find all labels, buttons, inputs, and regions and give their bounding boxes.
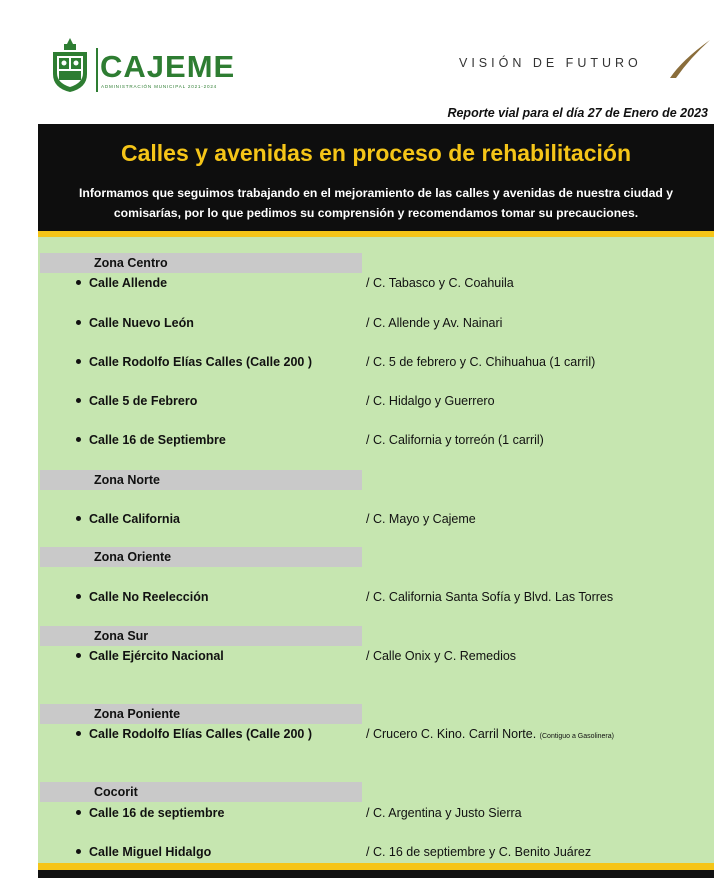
street-name: Calle No Reelección	[89, 590, 209, 604]
bullet-icon	[76, 437, 81, 442]
street-name: Calle 16 de septiembre	[89, 806, 225, 820]
zone-header-norte: Zona Norte	[40, 470, 362, 490]
slogan: VISIÓN DE FUTURO	[459, 56, 642, 70]
zone-header-oriente: Zona Oriente	[40, 547, 362, 567]
bullet-icon	[76, 731, 81, 736]
zone-header-centro: Zona Centro	[40, 253, 362, 273]
yellow-stripe-bottom	[38, 863, 714, 870]
street-name: Calle 16 de Septiembre	[89, 433, 226, 447]
street-detail: / C. 16 de septiembre y C. Benito Juárez	[366, 845, 592, 859]
bullet-icon	[76, 653, 81, 658]
street-item	[76, 589, 209, 605]
street-item	[76, 844, 211, 860]
street-detail: / Calle Onix y C. Remedios	[366, 649, 517, 663]
bullet-icon	[76, 359, 81, 364]
street-name: Calle Nuevo León	[89, 316, 194, 330]
street-item	[76, 648, 224, 664]
street-item	[76, 315, 194, 331]
zone-header-sur: Zona Sur	[40, 626, 362, 646]
swoosh-icon	[668, 38, 712, 80]
bullet-icon	[76, 280, 81, 285]
report-date: Reporte vial para el día 27 de Enero de 2023	[447, 106, 708, 120]
zone-header-poniente: Zona Poniente	[40, 704, 362, 724]
street-detail: / C. Tabasco y C. Coahuila	[366, 276, 514, 290]
street-detail-note: (Contiguo a Gasolinera)	[539, 733, 614, 740]
street-name: Calle Ejército Nacional	[89, 649, 224, 663]
closures-panel	[38, 237, 714, 863]
street-name: Calle Rodolfo Elías Calles (Calle 200 )	[89, 727, 312, 741]
street-item	[76, 354, 312, 370]
street-item	[76, 275, 167, 291]
street-detail	[366, 726, 614, 745]
brand-subtitle: ADMINISTRACIÓN MUNICIPAL 2021-2024	[101, 84, 218, 89]
street-detail: / C. California Santa Sofía y Blvd. Las Torres	[366, 590, 614, 604]
street-detail: / C. Mayo y Cajeme	[366, 512, 476, 526]
street-detail: / C. Hidalgo y Guerrero	[366, 394, 495, 408]
street-item	[76, 393, 197, 409]
title-banner	[38, 124, 714, 231]
bullet-icon	[76, 849, 81, 854]
street-name: Calle California	[89, 512, 180, 526]
street-name: Calle Rodolfo Elías Calles (Calle 200 )	[89, 355, 312, 369]
logo-divider	[96, 48, 98, 92]
street-name: Calle Miguel Hidalgo	[89, 845, 212, 859]
bullet-icon	[76, 516, 81, 521]
street-detail: / C. 5 de febrero y C. Chihuahua (1 carril)	[366, 355, 596, 369]
municipal-seal-logo	[50, 36, 90, 94]
street-item	[76, 805, 224, 821]
street-detail-text: / Crucero C. Kino. Carril Norte.	[366, 727, 537, 741]
bullet-icon	[76, 810, 81, 815]
black-stripe-bottom	[38, 870, 714, 878]
bullet-icon	[76, 594, 81, 599]
banner-title: Calles y avenidas en proceso de rehabilitación	[120, 140, 632, 166]
street-name: Calle Allende	[89, 276, 168, 290]
street-item	[76, 726, 312, 742]
street-name: Calle 5 de Febrero	[89, 394, 198, 408]
brand-name: CAJEME	[100, 49, 236, 84]
street-detail: / C. Allende y Av. Nainari	[366, 316, 503, 330]
bullet-icon	[76, 398, 81, 403]
street-item	[76, 432, 226, 448]
zone-header-cocorit: Cocorit	[40, 782, 362, 802]
street-detail: / C. Argentina y Justo Sierra	[366, 806, 522, 820]
bullet-icon	[76, 320, 81, 325]
street-detail: / C. California y torreón (1 carril)	[366, 433, 544, 447]
street-item	[76, 511, 180, 527]
banner-description: Informamos que seguimos trabajando en el mejoramiento de las calles y avenidas de nuestra ciudad y comisarías, por lo que pedimos su comprensión y recomendamos tomar su precauciones.	[79, 186, 673, 220]
